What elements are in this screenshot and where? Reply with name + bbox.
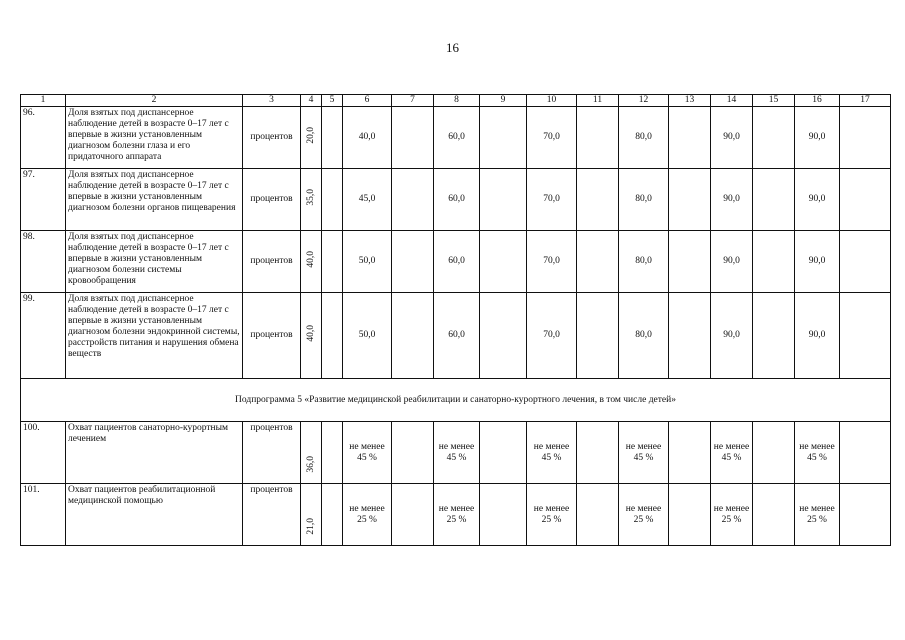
col-header-16: 16 [795,95,840,107]
indicator-name: Доля взятых под диспансерное наблюдение детей в возрасте 0–17 лет с впервые в жизни установленным диагнозом болезни системы кровообращения [66,231,243,293]
value-cell: 60,0 [434,107,480,169]
value-cell: 90,0 [711,107,753,169]
col-header-8: 8 [434,95,480,107]
value-cell [669,169,711,231]
value-cell: 70,0 [527,169,577,231]
value-cell [840,422,891,484]
indicator-name: Охват пациентов реабилитационной медицинской помощью [66,484,243,546]
section-title: Подпрограмма 5 «Развитие медицинской реабилитации и санаторно-курортного лечения, в том числе детей» [21,379,891,422]
base-value: 36,0 [305,456,316,473]
base-value-cell [301,484,322,546]
value-cell [480,107,527,169]
table-row [21,484,891,546]
value-cell [753,107,795,169]
value-cell [322,293,343,379]
row-number: 101. [21,484,66,546]
table-row [21,231,891,293]
col-header-17: 17 [840,95,891,107]
table-row [21,107,891,169]
value-cell: 40,0 [343,107,392,169]
value-cell: не менее 25 % [711,484,753,546]
col-header-5: 5 [322,95,343,107]
value-cell: 80,0 [619,169,669,231]
page-number: 16 [446,40,459,55]
value-cell [322,107,343,169]
value-cell [322,231,343,293]
value-cell: 80,0 [619,231,669,293]
base-value: 21,0 [305,518,316,535]
value-cell: 90,0 [795,231,840,293]
row-number: 100. [21,422,66,484]
value-cell: 60,0 [434,169,480,231]
value-cell: 70,0 [527,231,577,293]
col-header-13: 13 [669,95,711,107]
col-header-6: 6 [343,95,392,107]
value-cell [753,231,795,293]
value-cell: 90,0 [795,293,840,379]
value-cell [669,422,711,484]
value-cell [753,293,795,379]
col-header-1: 1 [21,95,66,107]
value-cell [480,422,527,484]
value-cell: не менее 45 % [343,422,392,484]
unit-cell: процентов [243,484,301,546]
base-value-cell [301,231,322,293]
value-cell [840,231,891,293]
value-cell: 60,0 [434,231,480,293]
value-cell [480,231,527,293]
indicators-table [20,94,891,546]
row-number: 97. [21,169,66,231]
value-cell [669,484,711,546]
value-cell: 90,0 [795,169,840,231]
value-cell: 70,0 [527,107,577,169]
col-header-4: 4 [301,95,322,107]
value-cell: 50,0 [343,293,392,379]
value-cell [840,169,891,231]
col-header-14: 14 [711,95,753,107]
value-cell: 50,0 [343,231,392,293]
row-number: 99. [21,293,66,379]
value-cell: не менее 45 % [434,422,480,484]
value-cell [322,169,343,231]
col-header-3: 3 [243,95,301,107]
table-row [21,422,891,484]
col-header-7: 7 [392,95,434,107]
value-cell [753,484,795,546]
indicator-name: Доля взятых под диспансерное наблюдение детей в возрасте 0–17 лет с впервые в жизни установленным диагнозом болезни глаза и его придаточного аппарата [66,107,243,169]
value-cell [392,293,434,379]
value-cell [577,422,619,484]
value-cell [392,107,434,169]
value-cell: не менее 45 % [795,422,840,484]
value-cell: 70,0 [527,293,577,379]
base-value-cell [301,293,322,379]
unit-cell: процентов [243,169,301,231]
value-cell: не менее 25 % [434,484,480,546]
unit-cell: процентов [243,293,301,379]
value-cell [480,484,527,546]
value-cell: 80,0 [619,293,669,379]
value-cell [392,169,434,231]
col-header-2: 2 [66,95,243,107]
value-cell: 80,0 [619,107,669,169]
value-cell: 90,0 [711,169,753,231]
value-cell [840,107,891,169]
value-cell: 90,0 [711,231,753,293]
table-row [21,293,891,379]
col-header-15: 15 [753,95,795,107]
col-header-11: 11 [577,95,619,107]
indicator-name: Доля взятых под диспансерное наблюдение детей в возрасте 0–17 лет с впервые в жизни установленным диагнозом болезни органов пищеварения [66,169,243,231]
unit-cell: процентов [243,107,301,169]
value-cell [753,422,795,484]
value-cell [577,169,619,231]
value-cell [480,293,527,379]
value-cell [577,231,619,293]
value-cell [577,293,619,379]
value-cell [577,484,619,546]
indicator-name: Доля взятых под диспансерное наблюдение детей в возрасте 0–17 лет с впервые в жизни установленным диагнозом болезни эндокринной системы, расстройств питания и нарушения обмена веществ [66,293,243,379]
value-cell [669,107,711,169]
value-cell [669,231,711,293]
value-cell [392,484,434,546]
table-row [21,169,891,231]
value-cell [753,169,795,231]
indicator-name: Охват пациентов санаторно-курортным лечением [66,422,243,484]
value-cell: 90,0 [711,293,753,379]
unit-cell: процентов [243,422,301,484]
value-cell: 60,0 [434,293,480,379]
col-header-9: 9 [480,95,527,107]
col-header-10: 10 [527,95,577,107]
value-cell [669,293,711,379]
base-value-cell [301,107,322,169]
value-cell: не менее 45 % [527,422,577,484]
header-row [21,95,891,107]
base-value: 40,0 [305,251,316,268]
value-cell [480,169,527,231]
base-value-cell [301,422,322,484]
value-cell: 90,0 [795,107,840,169]
value-cell [577,107,619,169]
row-number: 98. [21,231,66,293]
value-cell [392,231,434,293]
value-cell [322,422,343,484]
value-cell: не менее 25 % [527,484,577,546]
value-cell: не менее 25 % [343,484,392,546]
value-cell: 45,0 [343,169,392,231]
value-cell [392,422,434,484]
value-cell: не менее 25 % [795,484,840,546]
base-value: 35,0 [305,189,316,206]
value-cell: не менее 45 % [711,422,753,484]
base-value: 20,0 [305,127,316,144]
value-cell [322,484,343,546]
base-value-cell [301,169,322,231]
value-cell: не менее 45 % [619,422,669,484]
col-header-12: 12 [619,95,669,107]
row-number: 96. [21,107,66,169]
unit-cell: процентов [243,231,301,293]
base-value: 40,0 [305,325,316,342]
value-cell: не менее 25 % [619,484,669,546]
section-row [21,379,891,422]
value-cell [840,293,891,379]
value-cell [840,484,891,546]
